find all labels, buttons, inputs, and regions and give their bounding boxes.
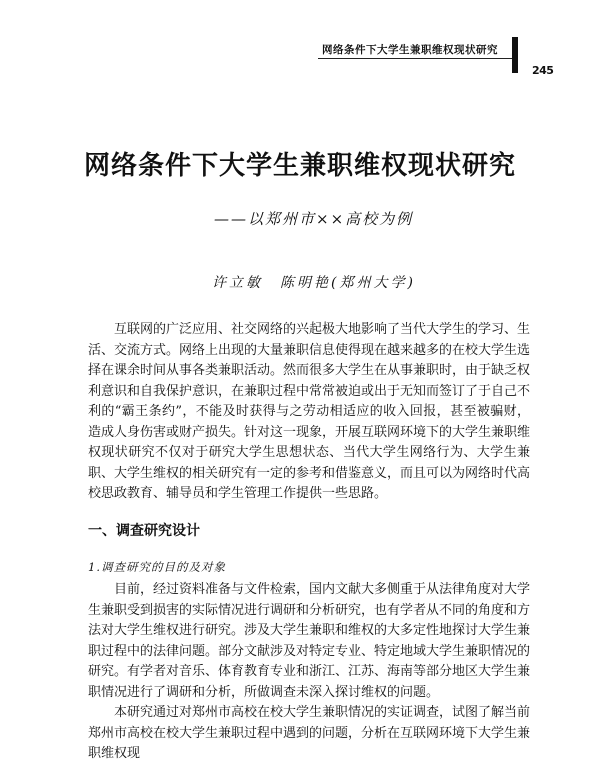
section-body xyxy=(88,580,530,765)
article-authors: 许立敏 陈明艳(郑州大学) xyxy=(212,275,416,291)
article-title: 网络条件下大学生兼职维权现状研究 xyxy=(83,151,516,181)
body-paragraph: 本研究通过对郑州市高校在校大学生兼职情况的实证调查，试图了解当前郑州市高校在校大学生兼职过程中遇到的问题，分析在互联网环境下大学生兼职维权现 xyxy=(88,705,531,761)
abstract xyxy=(88,320,530,505)
body-paragraph: 目前，经过资料准备与文件检索，国内文献大多侧重于从法律角度对大学生兼职受到损害的实际情况进行调研和分析研究，也有学者从不同的角度和方法对大学生维权进行研究。涉及大学生兼职和维权的大多定性地探讨大学生兼职过程中的法律问题。部分文献涉及对特定专业、特定地域大学生兼职情况的研究。有学者对音乐、体育教育专业和浙江、江苏、海南等部分地区大学生兼职情况进行了调研和分析，所做调查未深入探讨维权的问题。 xyxy=(88,582,531,700)
article-subtitle: ——以郑州市××高校为例 xyxy=(214,210,414,228)
running-head: 网络条件下大学生兼职维权现状研究 xyxy=(322,44,498,56)
page-number: 245 xyxy=(532,64,554,77)
subsection-heading: 1.调查研究的目的及对象 xyxy=(88,560,226,574)
abstract-paragraph: 互联网的广泛应用、社交网络的兴起极大地影响了当代大学生的学习、生活、交流方式。网络上出现的大量兼职信息使得现在越来越多的在校大学生选择在课余时间从事各类兼职活动。然而很多大学生在从事兼职时，由于缺乏权利意识和自我保护意识，在兼职过程中常常被迫或出于无知而签订了于自己不利的“霸王条约”，不能及时获得与之劳动相适应的收入回报，甚至被骗财，造成人身伤害或财产损失。针对这一现象，开展互联网环境下的大学生兼职维权现状研究不仅对于研究大学生思想状态、当代大学生网络行为、大学生兼职、大学生维权的相关研究有一定的参考和借鉴意义，而且可以为网络时代高校思政教育、辅导员和学生管理工作提供一些思路。 xyxy=(88,322,531,501)
running-head-bar xyxy=(512,37,518,73)
running-head-rule xyxy=(318,58,518,59)
section-heading: 一、调查研究设计 xyxy=(88,523,200,539)
